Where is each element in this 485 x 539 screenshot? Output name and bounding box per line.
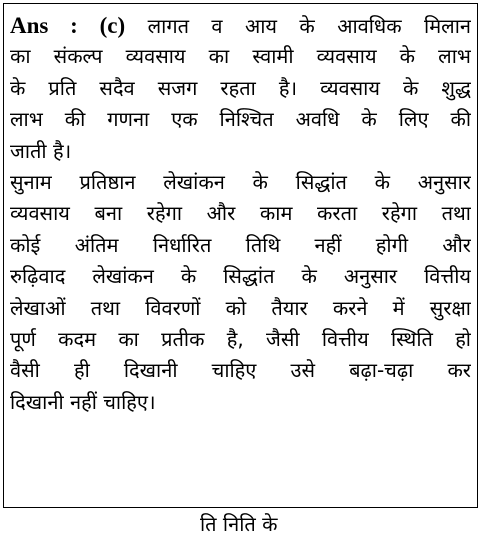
answer-line-4: लाभ की गणना एक निश्चित अवधि के लिए की xyxy=(10,107,471,132)
answer-line-7: व्यवसाय बना रहेगा और काम करता रहेगा तथा xyxy=(10,201,471,226)
answer-line-3: के प्रति सदैव सजग रहता है। व्यवसाय के शुद्ध xyxy=(10,75,471,100)
answer-line-8: कोई अंतिम निर्धारित तिथि नहीं होगी और xyxy=(10,232,471,257)
answer-line-5: जाती है। xyxy=(10,138,72,163)
answer-line-1-text: लागत व आय के आवधिक मिलान xyxy=(147,14,471,38)
answer-line-9: रुढ़िवाद लेखांकन के सिद्धांत के अनुसार वित्तीय xyxy=(10,264,471,289)
bottom-cut-text: ति निति के xyxy=(200,512,278,536)
answer-line-6: सुनाम प्रतिष्ठान लेखांकन के सिद्धांत के अनुसार xyxy=(10,169,471,194)
answer-line-10: लेखाओं तथा विवरणों को तैयार करने में सुरक्षा xyxy=(10,295,471,320)
answer-line-11: पूर्ण कदम का प्रतीक है, जैसी वित्तीय स्थिति हो xyxy=(10,326,471,351)
answer-line-1 xyxy=(10,10,471,41)
answer-line-2: का संकल्प व्यवसाय का स्वामी व्यवसाय के लाभ xyxy=(10,44,471,69)
answer-box xyxy=(3,3,478,508)
answer-line-12: वैसी ही दिखानी चाहिए उसे बढ़ा-चढ़ा कर xyxy=(10,358,471,383)
answer-line-13: दिखानी नहीं चाहिए। xyxy=(10,389,156,414)
answer-label: Ans : (c) xyxy=(10,13,126,38)
